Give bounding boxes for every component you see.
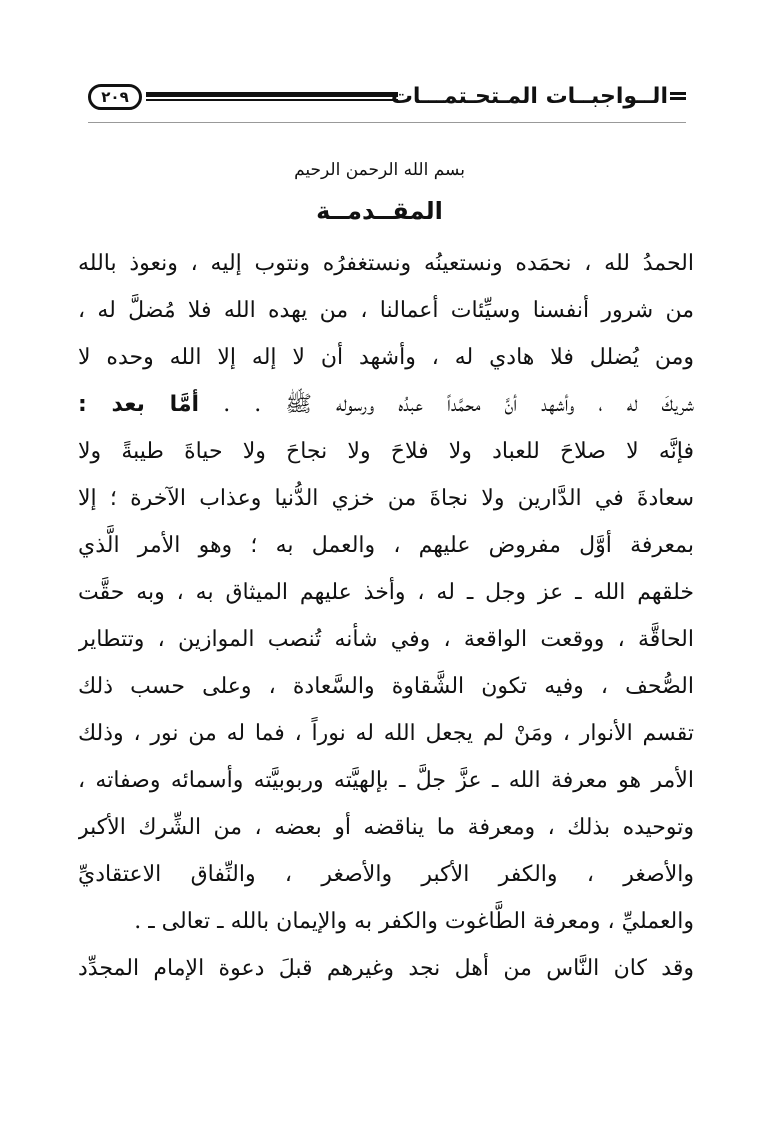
header-ornament-bars [670,92,686,104]
header-rule-thick [146,92,398,97]
basmala: بسم الله الرحمن الرحيم [294,160,465,180]
section-title: المقــدمــة [316,197,443,225]
page-number: ٢٠٩ [88,84,142,110]
body-text [78,240,694,992]
body-line-4 [78,381,694,428]
body-line-15: والعمليِّ ، ومعرفة الطَّاغوت والكفر به والإيمان بالله ـ تعالى ـ . [134,909,694,934]
body-line-8: خلقهم الله ـ عز وجل ـ له ، وأخذ عليهم الميثاق به ، وبه حقَّت [78,580,694,605]
running-title: الــواجبــات المـتحـتمـــات [390,84,668,109]
body-line-7: بمعرفة أوَّل مفروض عليهم ، والعمل به ؛ وهو الأمر الَّذي [78,533,694,558]
body-line-16: وقد كان النَّاس من أهل نجد وغيرهم قبلَ دعوة الإمام المجدِّد [78,956,694,981]
body-line-11: تقسم الأنوار ، ومَنْ لم يجعل الله له نوراً ، فما له من نور ، وذلك [78,721,694,746]
header-underline [88,122,686,123]
body-line-5: فإنَّه لا صلاحَ للعباد ولا فلاحَ ولا نجاحَ ولا حياةَ طيبةً ولا [78,439,694,464]
body-line-13: وتوحيده بذلك ، ومعرفة ما يناقضه أو بعضه ، من الشِّرك الأكبر [78,815,694,840]
body-line-2: من شرور أنفسنا وسيِّئات أعمالنا ، من يهده الله فلا مُضلَّ له ، [78,298,694,323]
body-line-12: الأمر هو معرفة الله ـ عزَّ جلَّ ـ بإلهيَّته وربوبيَّته وأسمائه وصفاته ، [78,768,694,793]
body-line-1: الحمدُ لله ، نحمَده ونستعينُه ونستغفرُه ونتوب إليه ، ونعوذ بالله [78,251,694,276]
body-line-14: والأصغر ، والكفر الأكبر والأصغر ، والنِّفاق الاعتقاديِّ [78,862,694,887]
body-line-4-text: شريكَ له ، وأشهد أنَّ محمَّداً عبدُه ورسوله ﷺ . . [223,392,694,417]
ama-baad: أمَّا بعد : [78,392,200,417]
header-rule-thin [146,99,398,101]
running-header [88,82,686,122]
body-line-6: سعادةَ في الدَّارين ولا نجاةَ من خزي الدُّنيا وعذاب الآخرة ؛ إلا [78,486,694,511]
body-line-10: الصُّحف ، وفيه تكون الشَّقاوة والسَّعادة ، وعلى حسب ذلك [78,674,694,699]
body-line-3: ومن يُضلل فلا هادي له ، وأشهد أن لا إله إلا الله وحده لا [78,345,694,370]
body-line-9: الحاقَّة ، ووقعت الواقعة ، وفي شأنه تُنصب الموازين ، وتتطاير [78,627,694,652]
